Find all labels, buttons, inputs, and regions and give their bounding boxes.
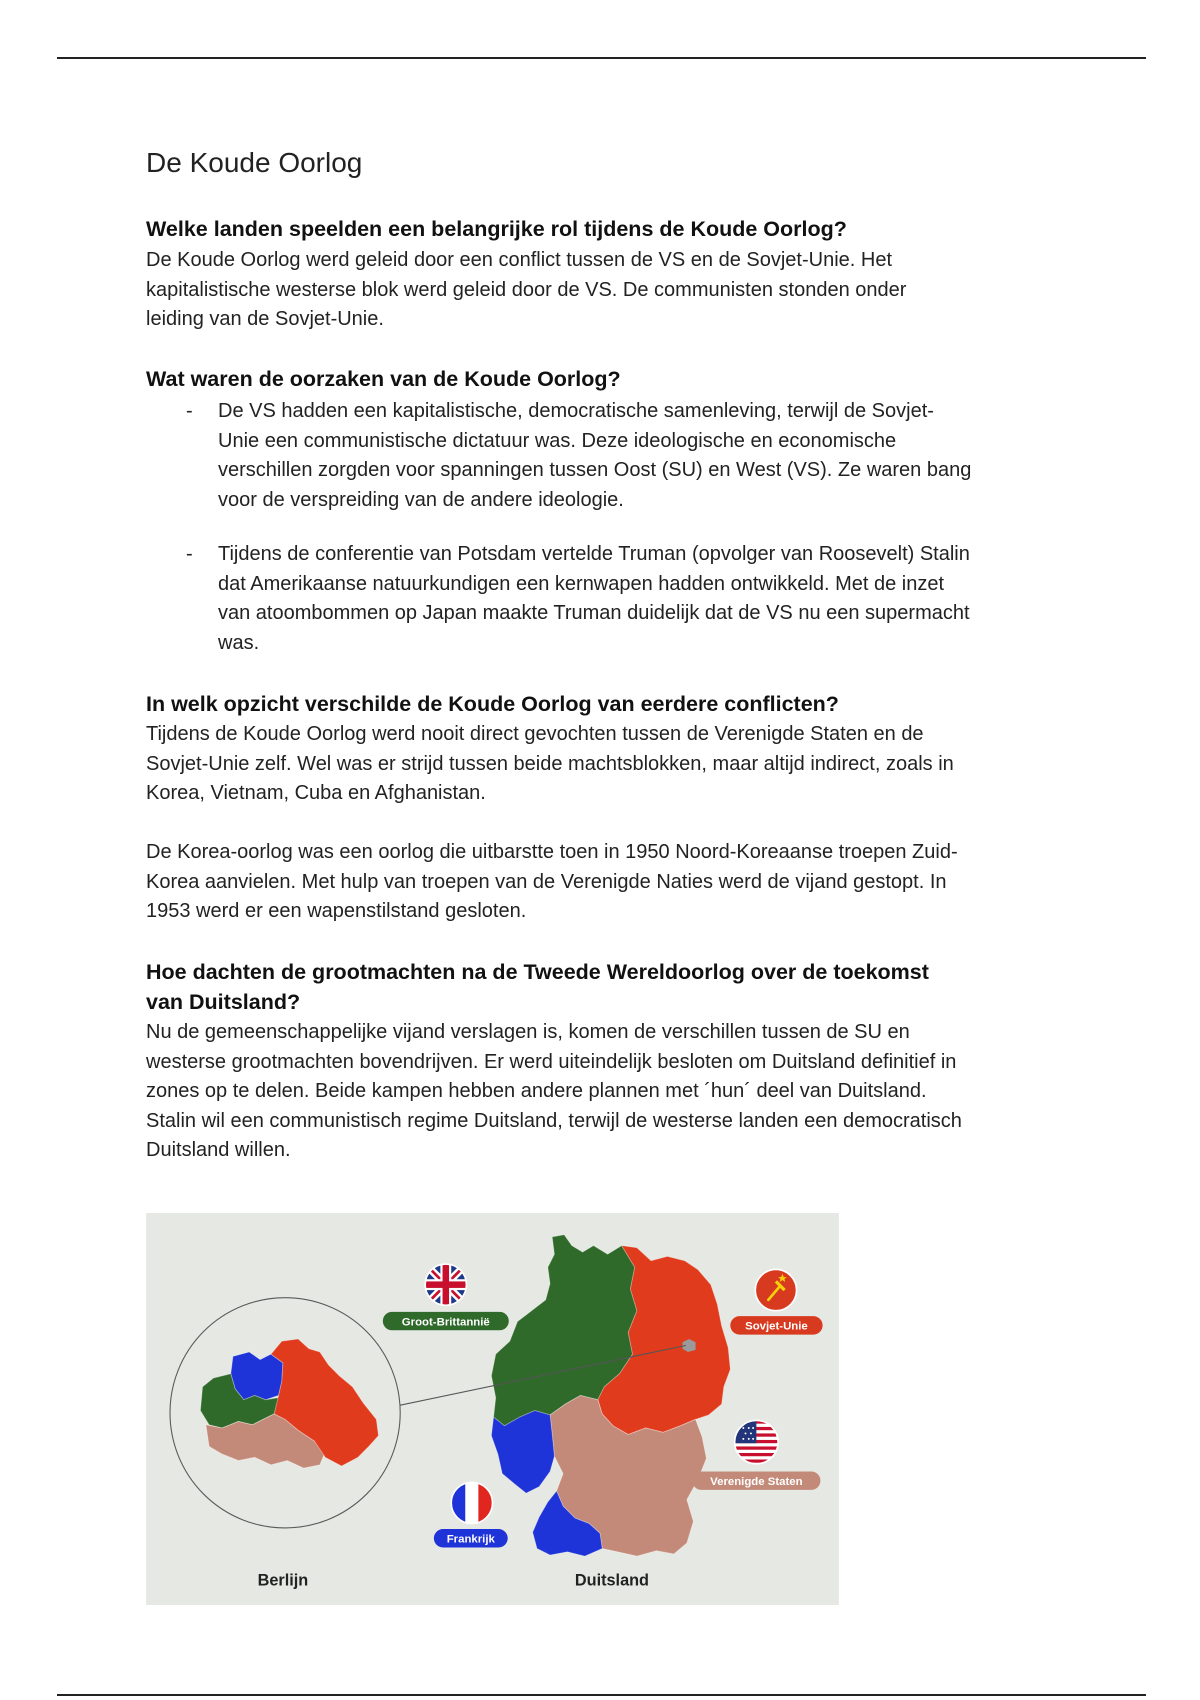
bullet-line: was. [218,631,260,654]
soviet-emblem-icon [755,1269,796,1310]
paragraph-line: leiding van de Sovjet-Unie. [146,308,384,330]
paragraph [146,838,958,927]
ussr-label: Sovjet-Unie [745,1320,808,1333]
flag-star [742,1427,744,1429]
heading-line: Welke landen speelden een belangrijke rol tijdens de Koude Oorlog? [146,217,847,241]
uk-flag-icon [425,1264,466,1305]
section-heading [146,957,929,1017]
flag-star [752,1438,754,1440]
heading-line: van Duitsland? [146,990,301,1014]
bullet-item [218,540,970,658]
bullet-line: van atoombommen op Japan maakte Truman duidelijk dat de VS nu een supermacht [218,602,970,624]
paragraph-line: 1953 werd er een wapenstilstand gesloten. [146,900,527,922]
bottom-rule [57,1694,1146,1696]
paragraph-line: Korea, Vietnam, Cuba en Afghanistan. [146,782,486,804]
section-heading [146,364,621,394]
paragraph [146,720,954,809]
top-rule [57,57,1146,59]
berlin-caption: Berlijn [257,1571,309,1590]
flag-star [750,1432,752,1434]
flag-band-white [465,1482,478,1523]
flag-star [742,1438,744,1440]
paragraph [146,1018,962,1166]
flag-stripe [735,1446,778,1449]
paragraph-line: Korea aanvielen. Met hulp van troepen van de Verenigde Naties werd de vijand gestopt. In [146,870,947,893]
paragraph-line: De Koude Oorlog werd geleid door een conflict tussen de VS en de Sovjet-Unie. Het [146,249,892,271]
page-title: De Koude Oorlog [146,147,363,178]
flag-stripe [735,1453,778,1456]
france-label: Frankrijk [446,1533,495,1546]
bullet-marker: - [186,543,193,565]
us-flag-icon [735,1420,778,1463]
bullet-item [218,397,971,515]
bullet-line: De VS hadden een kapitalistische, democratische samenleving, terwijl de Sovjet- [218,400,934,422]
germany-caption: Duitsland [574,1571,650,1590]
bullet-line: voor de verspreiding van de andere ideologie. [218,488,624,511]
germany-occupation-map [146,1213,839,1605]
bullet-line: dat Amerikaanse natuurkundigen een kernwapen hadden ontwikkeld. Met de inzet [218,572,945,595]
bullet-line: verschillen zorgden voor spanningen tussen Oost (SU) en West (VS). Ze waren bang [218,459,972,481]
flag-star [752,1427,754,1429]
section-heading [146,214,847,244]
bullet-marker: - [186,400,193,422]
paragraph-line: kapitalistische westerse blok werd geleid door de VS. De communisten stonden onder [146,278,907,301]
paragraph-line: Duitsland willen. [146,1139,291,1161]
flag-cross-red-h [425,1281,466,1288]
us-label: Verenigde Staten [710,1476,803,1489]
bullet-line: Unie een communistische dictatuur was. Deze ideologische en economische [218,429,897,452]
bullet-line: Tijdens de conferentie van Potsdam vertelde Truman (opvolger van Roosevelt) Stalin [218,543,970,565]
flag-star [748,1438,750,1440]
flag-star [748,1427,750,1429]
paragraph-line: westerse grootmachten bovendrijven. Er werd uiteindelijk besloten om Duitsland definitief in [146,1050,957,1073]
paragraph-line: zones op te delen. Beide kampen hebben andere plannen met ´hun´ deel van Duitsland. [146,1080,927,1102]
paragraph-line: Stalin wil een communistisch regime Duitsland, terwijl de westerse landen een democratisch [146,1109,962,1132]
france-flag-icon [451,1482,492,1523]
paragraph-line: Tijdens de Koude Oorlog werd nooit direct gevochten tussen de Verenigde Staten en de [146,723,924,745]
uk-label: Groot-Brittannië [401,1316,490,1329]
section-heading [146,689,839,719]
heading-line: Hoe dachten de grootmachten na de Tweede Wereldoorlog over de toekomst [146,960,929,984]
heading-line: In welk opzicht verschilde de Koude Oorlog van eerdere conflicten? [146,692,839,716]
paragraph-line: Nu de gemeenschappelijke vijand verslagen is, komen de verschillen tussen de SU en [146,1021,910,1043]
flag-star [745,1432,747,1434]
paragraph-line: Sovjet-Unie zelf. Wel was er strijd tussen beide machtsblokken, maar altijd indirect, zoals in [146,752,954,775]
heading-line: Wat waren de oorzaken van de Koude Oorlog? [146,367,621,391]
paragraph-line: De Korea-oorlog was een oorlog die uitbarstte toen in 1950 Noord-Koreaanse troepen Zuid- [146,841,958,863]
paragraph [146,246,906,335]
